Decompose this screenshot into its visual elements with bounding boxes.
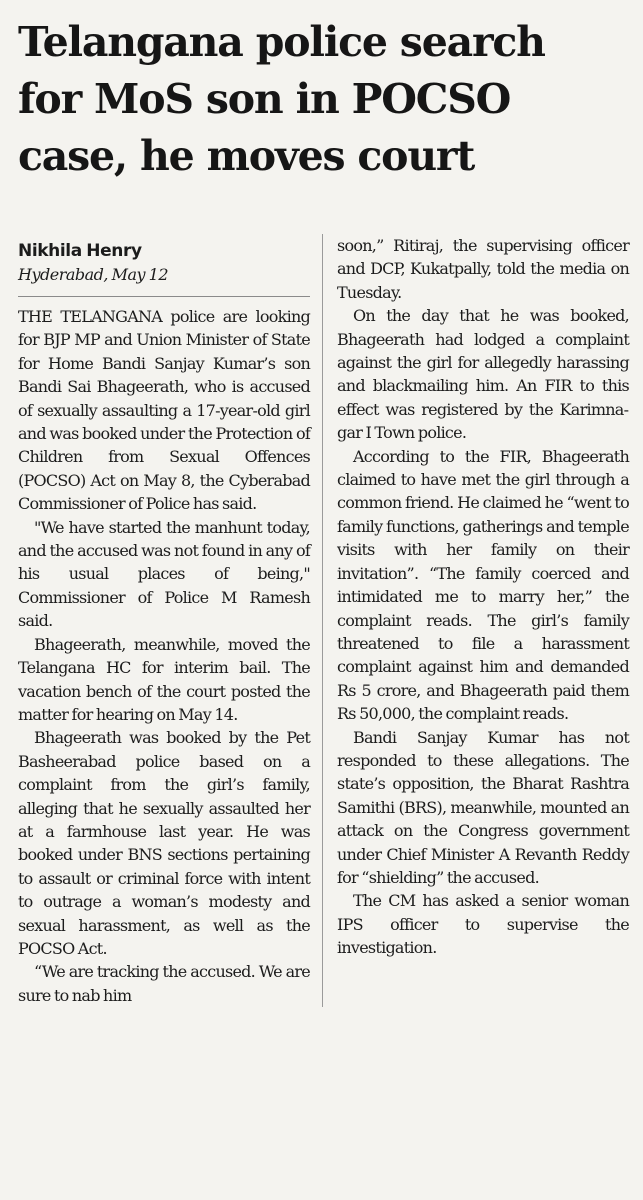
article-paragraph: Bandi Sanjay Kumar has not responded to these allegations. The state’s opposition, the Bharat Rashtra Samithi (BRS), meanwhile, mounted an attack on the Congress government under Chief Minister A Revanth Reddy for “shielding” the accused. [337,727,629,887]
article-paragraph: soon,” Ritiraj, the supervising officer and DCP, Kukatpally, told the media on Tuesday. [337,236,629,302]
article-paragraph: On the day that he was booked, Bhageerath had lodged a complaint against the girl for allegedly harassing and blackmailing him. An FIR to this effect was registered by the Karimnagar I Town police. [337,306,629,443]
headline-line: for MoS son in POCSO [18,75,511,123]
article-paragraph: THE TELANGANA police are looking for BJP MP and Union Minister of State for Home Bandi Sanjay Kumar’s son Bandi Sai Bhageerath, who is accused of sexually assaulting a 17-year-old girl and was booked under the Protection of Children from Sexual Offences (POCSO) Act on May 8, the Cyberabad Commissioner of Police has said. [18,307,310,514]
byline-divider [18,296,310,297]
article-columns [18,234,629,1007]
headline-line: Telangana police search [18,18,545,66]
headline-line: case, he moves court [18,132,475,180]
left-column [18,234,323,1007]
article-paragraph: Bhageerath was booked by the Pet Basheerabad police based on a complaint from the girl’s family, alleging that he sexually assaulted her at a farmhouse last year. He was booked under BNS sections pertaining to assault or criminal force with intent to outrage a woman’s modesty and sexual harassment, as well as the POCSO Act. [18,728,310,958]
article-paragraph: The CM has asked a senior woman IPS officer to supervise the investigation. [337,891,629,958]
article-paragraph: “We are tracking the accused. We are sure to nab him [18,962,310,1005]
headline [18,14,627,185]
dateline: Hyderabad, May 12 [18,265,168,284]
article-paragraph: "We have started the manhunt today, and the accused was not found in any of his usual places of being," Commissioner of Police M Ramesh said. [18,517,310,631]
article-paragraph: Bhageerath, meanwhile, moved the Telangana HC for interim bail. The vacation bench of the court posted the matter for hearing on May 14. [18,634,310,724]
author-byline: Nikhila Henry [18,241,142,261]
article-paragraph: According to the FIR, Bhageerath claimed to have met the girl through a common friend. He claimed he “went to family functions, gatherings and temple visits with her family on their invitation”. “The family coerced and intimidated me to marry her,” the complaint reads. The girl’s family threatened to file a harassment complaint against him and demanded Rs 5 crore, and Bhageerath paid them Rs 50,000, the complaint reads. [337,446,629,724]
right-column [337,234,629,1007]
